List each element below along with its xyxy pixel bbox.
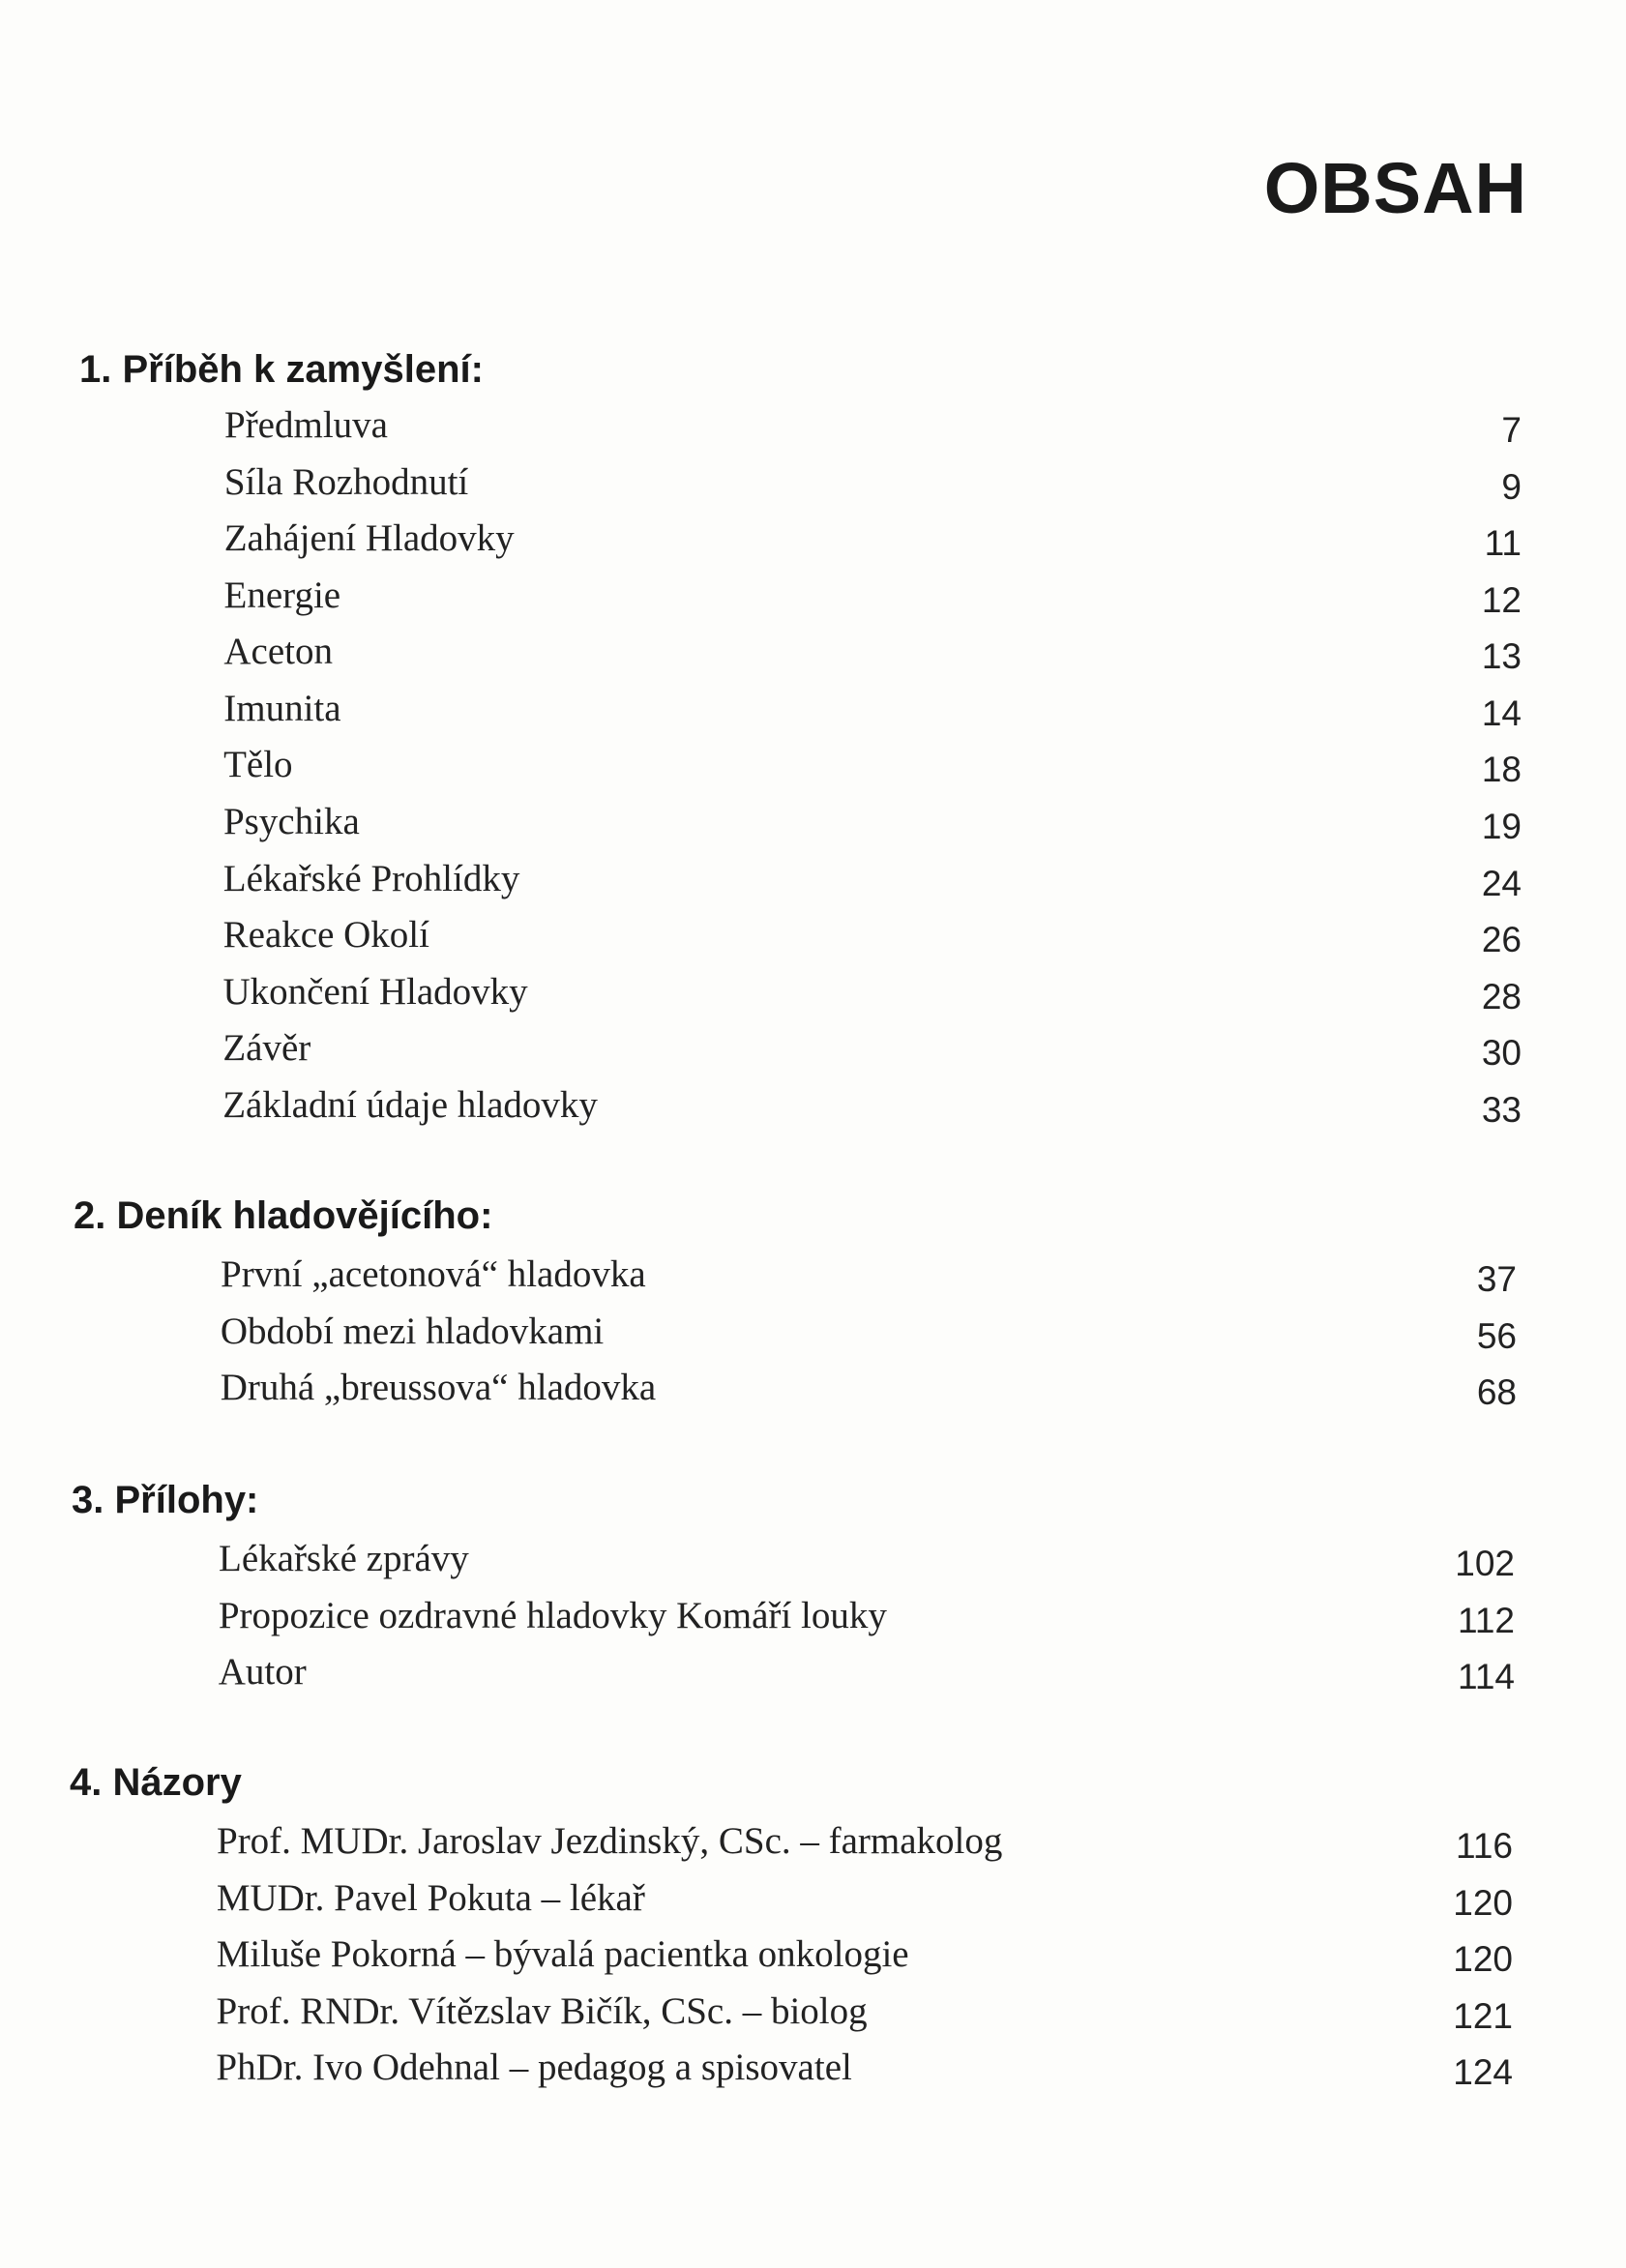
entry-page-number: 68 [1476, 1372, 1517, 1413]
entry-title: Základní údaje hladovky [222, 1083, 598, 1126]
entry-page-number: 30 [1481, 1033, 1522, 1074]
toc-entry [0, 1989, 1626, 2048]
toc-entry [0, 803, 1626, 859]
toc-entry [0, 1312, 1626, 1369]
entry-page-number: 14 [1481, 692, 1522, 733]
toc-entry [0, 519, 1626, 575]
toc-entry [0, 1255, 1626, 1311]
toc-entry [0, 1822, 1626, 1878]
entry-page-number: 56 [1476, 1315, 1517, 1356]
entry-title: Období mezi hladovkami [220, 1310, 605, 1352]
entry-title: Lékařské Prohlídky [222, 857, 520, 899]
entry-title: Aceton [223, 631, 334, 673]
entry-page-number: 114 [1458, 1657, 1515, 1697]
page-title: OBSAH [1263, 148, 1527, 228]
entry-title: MUDr. Pavel Pokuta – lékař [216, 1876, 645, 1919]
entry-title: PhDr. Ivo Odehnal – pedagog a spisovatel [216, 2047, 852, 2089]
entry-title: Miluše Pokorná – bývalá pacientka onkologie [216, 1933, 909, 1976]
entry-title: Závěr [222, 1027, 311, 1070]
entry-page-number: 28 [1481, 976, 1522, 1016]
entry-page-number: 112 [1458, 1600, 1515, 1640]
entry-title: Tělo [223, 744, 293, 786]
entry-title: Prof. RNDr. Vítězslav Bičík, CSc. – biolog [216, 1989, 868, 2032]
entry-page-number: 7 [1501, 410, 1522, 450]
entry-title: Druhá „breussova“ hladovka [220, 1367, 657, 1409]
toc-entry [0, 857, 1626, 916]
entry-page-number: 102 [1455, 1544, 1515, 1583]
toc-entry [0, 1594, 1626, 1653]
entry-page-number: 33 [1481, 1089, 1522, 1130]
entry-title: Imunita [223, 687, 341, 729]
entry-title: Síla Rozhodnutí [223, 460, 469, 503]
entry-page-number: 19 [1481, 807, 1522, 847]
toc-entry [0, 406, 1626, 462]
toc-entry [0, 1653, 1626, 1709]
entry-title: Ukončení Hladovky [222, 970, 528, 1013]
entry-title: Lékařské zprávy [219, 1538, 469, 1579]
entry-page-number: 120 [1453, 1882, 1513, 1923]
entry-page-number: 13 [1481, 636, 1522, 677]
toc-entry [0, 460, 1626, 519]
toc-entry [0, 687, 1626, 746]
entry-page-number: 26 [1481, 920, 1522, 960]
toc-entry [0, 746, 1626, 802]
toc-entry [0, 576, 1626, 633]
section-heading: 2. Deník hladovějícího: [74, 1194, 493, 1237]
toc-entry [0, 633, 1626, 689]
toc-entry [0, 970, 1626, 1029]
entry-page-number: 24 [1481, 863, 1522, 903]
toc-entry [0, 1935, 1626, 1991]
entry-title: Energie [223, 574, 341, 616]
entry-page-number: 18 [1481, 750, 1522, 790]
entry-title: Prof. MUDr. Jaroslav Jezdinský, CSc. – farmakolog [217, 1820, 1003, 1862]
section-heading: 3. Přílohy: [72, 1479, 259, 1521]
toc-entry [0, 1369, 1626, 1425]
toc-entry [0, 1876, 1626, 1935]
entry-page-number: 9 [1501, 466, 1522, 507]
entry-title: Propozice ozdravné hladovky Komáří louky [218, 1594, 887, 1636]
entry-page-number: 11 [1484, 523, 1522, 564]
toc-entry [0, 2048, 1626, 2105]
entry-page-number: 120 [1453, 1939, 1513, 1980]
entry-title: Autor [218, 1651, 307, 1694]
entry-page-number: 12 [1481, 579, 1522, 620]
entry-title: Předmluva [224, 404, 388, 446]
entry-title: Psychika [222, 801, 360, 843]
entry-title: Zahájení Hladovky [223, 517, 515, 560]
entry-page-number: 124 [1453, 2052, 1513, 2093]
entry-title: Reakce Okolí [222, 914, 429, 957]
toc-entry [0, 1029, 1626, 1085]
entry-page-number: 37 [1476, 1259, 1517, 1299]
toc-entry [0, 916, 1626, 972]
toc-entry [0, 1083, 1626, 1142]
entry-page-number: 121 [1453, 1995, 1513, 2036]
section-heading: 1. Příběh k zamyšlení: [79, 348, 484, 391]
section-heading: 4. Názory [70, 1761, 242, 1804]
toc-entry [0, 1540, 1626, 1596]
entry-title: První „acetonová“ hladovka [221, 1253, 646, 1295]
entry-page-number: 116 [1456, 1826, 1513, 1866]
